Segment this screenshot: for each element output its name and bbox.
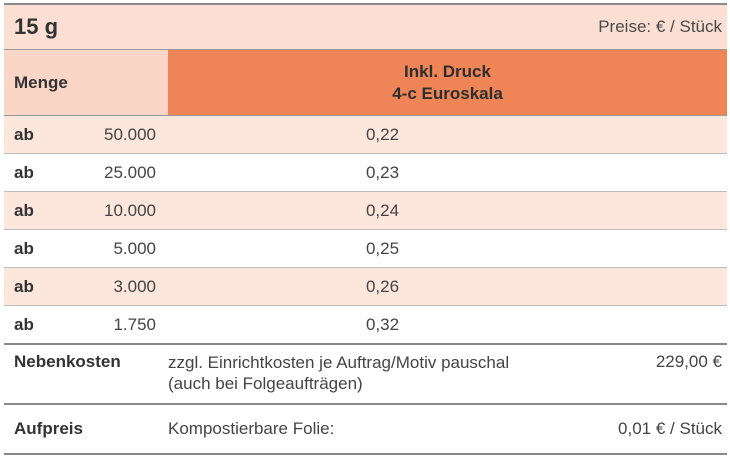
aufpreis-row	[4, 405, 727, 453]
aufpreis-label: Aufpreis	[14, 419, 83, 438]
row-quantity: 1.750	[113, 314, 156, 334]
row-price: 0,24	[365, 200, 400, 220]
table-row	[4, 268, 727, 305]
column-header-row	[4, 50, 727, 115]
nebenkosten-description	[168, 352, 623, 403]
row-price: 0,25	[365, 238, 400, 258]
print-header-line1: Inkl. Druck	[404, 61, 491, 81]
price-table	[4, 3, 727, 455]
row-price: 0,22	[365, 124, 400, 144]
row-price: 0,23	[365, 162, 400, 182]
row-prefix: ab	[14, 314, 34, 334]
table-title-row	[4, 5, 727, 49]
row-prefix: ab	[14, 162, 34, 182]
row-price: 0,32	[365, 314, 400, 334]
prices-unit-note: Preise: € / Stück	[598, 17, 722, 36]
nebenkosten-line2: (auch bei Folgeaufträgen)	[168, 374, 363, 393]
table-row	[4, 306, 727, 343]
nebenkosten-label: Nebenkosten	[14, 352, 121, 371]
nebenkosten-row	[4, 345, 727, 403]
row-quantity: 25.000	[104, 162, 156, 182]
table-row	[4, 192, 727, 229]
nebenkosten-amount: 229,00 €	[655, 352, 722, 371]
row-prefix: ab	[14, 124, 34, 144]
print-column-header	[168, 50, 727, 115]
nebenkosten-line1: zzgl. Einrichtkosten je Auftrag/Motiv pauschal	[168, 353, 510, 372]
row-price: 0,26	[365, 276, 400, 296]
table-row	[4, 230, 727, 267]
row-prefix: ab	[14, 238, 34, 258]
table-row	[4, 116, 727, 153]
weight-title: 15 g	[14, 14, 59, 39]
row-prefix: ab	[14, 276, 34, 296]
row-prefix: ab	[14, 200, 34, 220]
aufpreis-description: Kompostierbare Folie:	[168, 419, 335, 438]
row-quantity: 50.000	[104, 124, 156, 144]
row-quantity: 5.000	[113, 238, 156, 258]
aufpreis-amount: 0,01 € / Stück	[618, 419, 722, 438]
row-quantity: 10.000	[104, 200, 156, 220]
bottom-rule	[4, 453, 727, 455]
table-row	[4, 154, 727, 191]
quantity-column-header: Menge	[4, 50, 168, 115]
print-header-line2: 4-c Euroskala	[392, 83, 503, 103]
row-quantity: 3.000	[113, 276, 156, 296]
